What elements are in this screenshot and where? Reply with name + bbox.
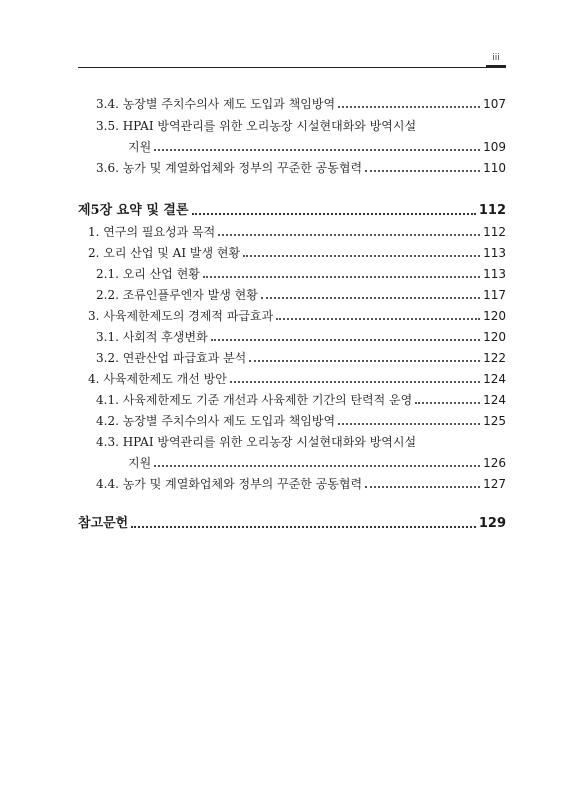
toc-entry-page: 122 bbox=[483, 351, 506, 365]
toc-entry-3-2[interactable] bbox=[96, 350, 506, 366]
references-title: 참고문헌 bbox=[78, 516, 129, 531]
toc-entry-page: 110 bbox=[483, 161, 506, 175]
references-page: 129 bbox=[478, 516, 506, 531]
toc-entry-page: 113 bbox=[483, 267, 506, 281]
toc-entry-page: 112 bbox=[483, 225, 506, 239]
toc-entry-page: 126 bbox=[483, 456, 506, 470]
toc-entry-page: 127 bbox=[483, 477, 506, 491]
toc-entry-title: 4.2. 농장별 주치수의사 제도 도입과 책임방역 bbox=[96, 414, 336, 428]
toc-entry-page: 120 bbox=[483, 330, 506, 344]
toc-entry-3-5-cont[interactable] bbox=[128, 139, 506, 155]
toc-entry-2-1[interactable] bbox=[96, 266, 506, 282]
toc-entry-1[interactable] bbox=[88, 224, 506, 240]
toc-entry-title: 지원 bbox=[128, 456, 152, 470]
toc-entry-title: 3.5. HPAI 방역관리를 위한 오리농장 시설현대화와 방역시설 bbox=[96, 119, 417, 133]
toc-entry-3-1[interactable] bbox=[96, 329, 506, 345]
page-number: iii bbox=[492, 53, 500, 63]
dot-leader bbox=[365, 485, 480, 488]
toc-entry-title: 2.1. 오리 산업 현황 bbox=[96, 267, 200, 281]
dot-leader bbox=[211, 338, 480, 341]
chapter-page: 112 bbox=[478, 203, 506, 218]
toc-entry-title: 3.1. 사회적 후생변화 bbox=[96, 330, 208, 344]
toc-entry-page: 109 bbox=[483, 140, 506, 154]
dot-leader bbox=[243, 254, 480, 257]
toc-entry-title: 3.6. 농가 및 계열화업체와 정부의 꾸준한 공동협력 bbox=[96, 161, 363, 175]
toc-entry-title: 2.2. 조류인플루엔자 발생 현황 bbox=[96, 288, 258, 302]
toc-entry-3-4[interactable] bbox=[96, 96, 506, 112]
toc-entry-page: 107 bbox=[483, 97, 506, 111]
toc-entry-2[interactable] bbox=[88, 245, 506, 261]
toc-entry-4[interactable] bbox=[88, 371, 506, 387]
dot-leader bbox=[131, 525, 476, 528]
dot-leader bbox=[154, 464, 480, 467]
toc-chapter-5[interactable] bbox=[78, 203, 506, 219]
dot-leader bbox=[338, 105, 480, 108]
dot-leader bbox=[338, 422, 480, 425]
dot-leader bbox=[249, 359, 480, 362]
dot-leader bbox=[415, 401, 480, 404]
toc-entry-page: 120 bbox=[483, 309, 506, 323]
toc-entry-title: 4.4. 농가 및 계열화업체와 정부의 꾸준한 공동협력 bbox=[96, 477, 363, 491]
toc-entry-title: 4. 사육제한제도 개선 방안 bbox=[88, 372, 227, 386]
dot-leader bbox=[218, 233, 480, 236]
dot-leader bbox=[154, 148, 480, 151]
toc-entry-4-4[interactable] bbox=[96, 476, 506, 492]
toc-entry-2-2[interactable] bbox=[96, 287, 506, 303]
toc-entry-title: 3.4. 농장별 주치수의사 제도 도입과 책임방역 bbox=[96, 97, 336, 111]
toc-entry-title: 4.3. HPAI 방역관리를 위한 오리농장 시설현대화와 방역시설 bbox=[96, 435, 417, 449]
dot-leader bbox=[276, 317, 480, 320]
toc-entry-title: 3. 사육제한제도의 경제적 파급효과 bbox=[88, 309, 274, 323]
toc-entry-title: 지원 bbox=[128, 140, 152, 154]
toc-entry-4-3-cont[interactable] bbox=[128, 455, 506, 471]
header-rule bbox=[78, 67, 506, 68]
toc-entry-title: 2. 오리 산업 및 AI 발생 현황 bbox=[88, 246, 241, 260]
toc-entry-page: 124 bbox=[483, 393, 506, 407]
toc-entry-3[interactable] bbox=[88, 308, 506, 324]
toc-entry-title: 1. 연구의 필요성과 목적 bbox=[88, 225, 216, 239]
toc-entry-page: 125 bbox=[483, 414, 506, 428]
toc-entry-title: 4.1. 사육제한제도 기준 개선과 사육제한 기간의 탄력적 운영 bbox=[96, 393, 413, 407]
chapter-title: 제5장 요약 및 결론 bbox=[78, 203, 189, 218]
toc-entry-3-6[interactable] bbox=[96, 160, 506, 176]
dot-leader bbox=[261, 296, 480, 299]
toc-entry-3-5[interactable] bbox=[96, 118, 416, 134]
toc-entry-page: 113 bbox=[483, 246, 506, 260]
dot-leader bbox=[192, 212, 476, 215]
toc-entry-4-2[interactable] bbox=[96, 413, 506, 429]
toc-entry-page: 117 bbox=[483, 288, 506, 302]
toc-references[interactable] bbox=[78, 516, 506, 532]
dot-leader bbox=[365, 169, 480, 172]
dot-leader bbox=[203, 275, 480, 278]
toc-entry-4-3[interactable] bbox=[96, 434, 416, 450]
dot-leader bbox=[230, 380, 480, 383]
toc-entry-page: 124 bbox=[483, 372, 506, 386]
toc-entry-4-1[interactable] bbox=[96, 392, 506, 408]
toc-entry-title: 3.2. 연관산업 파급효과 분석 bbox=[96, 351, 247, 365]
